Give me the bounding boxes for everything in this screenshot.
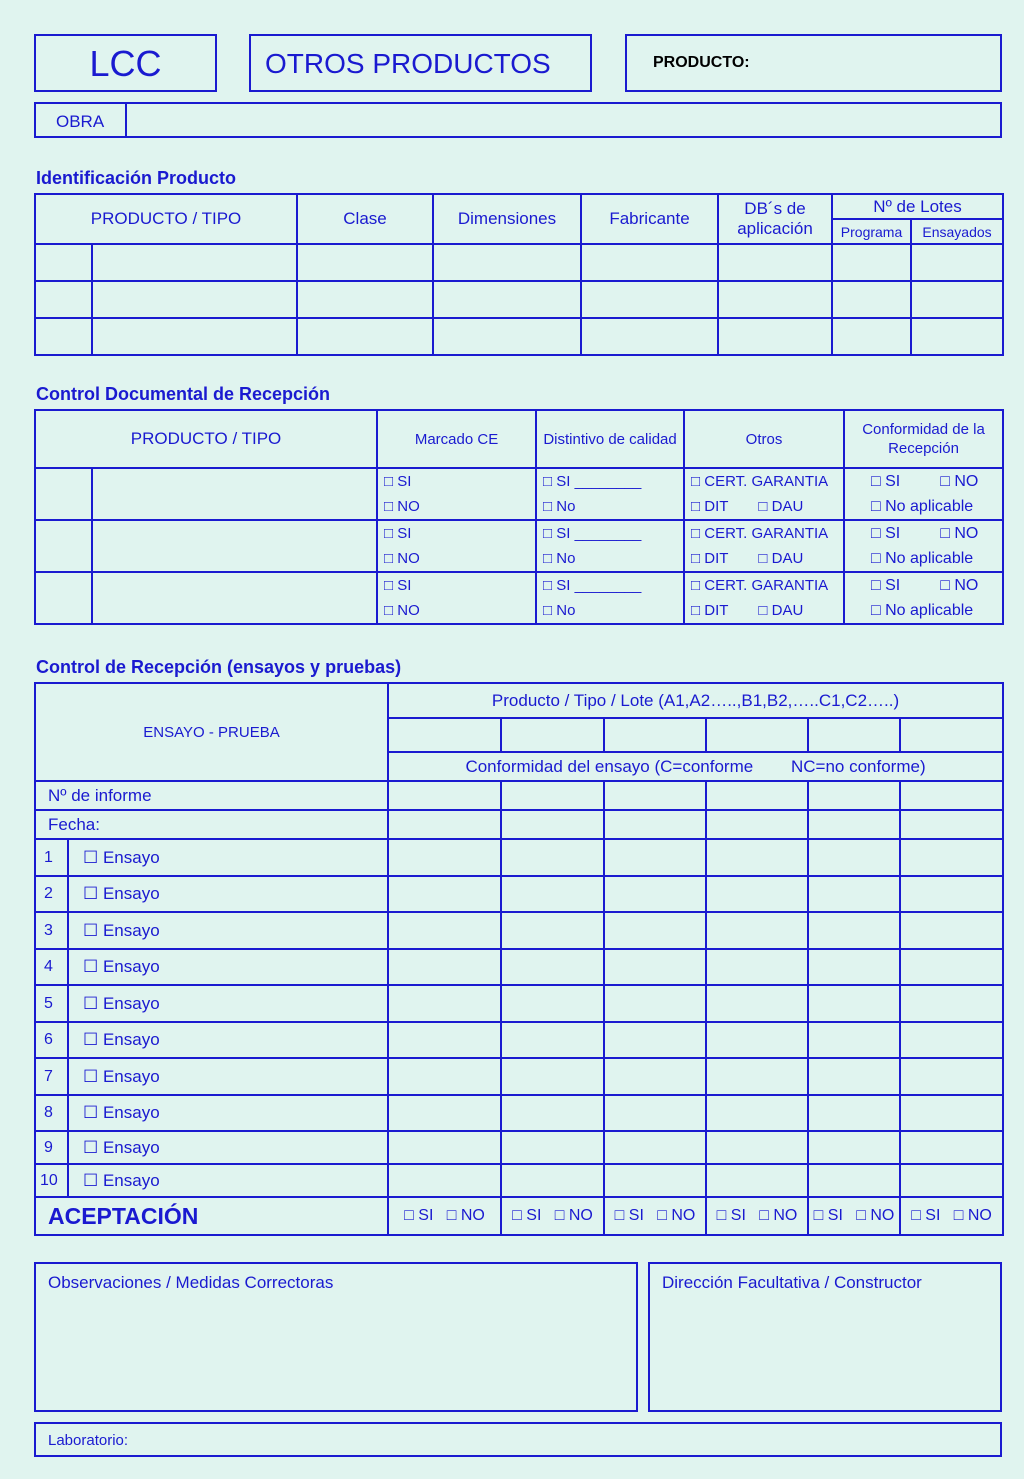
conformidad-no-checkbox[interactable]: □ NO (940, 525, 979, 542)
dit-checkbox[interactable]: □ DIT (691, 498, 729, 515)
distintivo-si-checkbox[interactable]: □ SI ________ (543, 525, 642, 542)
cell[interactable] (808, 1131, 900, 1164)
cell[interactable] (581, 281, 718, 318)
col-ensayados: Ensayados (911, 219, 1003, 244)
cell[interactable] (808, 718, 900, 752)
cell[interactable] (501, 1022, 604, 1058)
ensayo-checkbox[interactable]: ☐ Ensayo (68, 912, 388, 949)
cell[interactable] (92, 244, 297, 281)
col-programa: Programa (832, 219, 911, 244)
doc-row (35, 572, 1003, 624)
cell[interactable] (501, 1131, 604, 1164)
cell[interactable] (604, 839, 706, 876)
direccion-box[interactable] (648, 1262, 1002, 1412)
cell[interactable] (501, 949, 604, 985)
dau-checkbox[interactable]: □ DAU (758, 498, 804, 515)
cell[interactable] (900, 912, 1003, 949)
identificacion-title: Identificación Producto (36, 168, 237, 188)
recepcion-table (34, 682, 1004, 1236)
cell[interactable] (388, 1164, 501, 1197)
cell[interactable] (718, 244, 832, 281)
ensayo-row (35, 876, 1003, 912)
marcado-si-checkbox[interactable]: □ SI (384, 577, 412, 594)
ensayo-checkbox[interactable]: ☐ Ensayo (68, 1164, 388, 1197)
cell[interactable] (718, 281, 832, 318)
cell[interactable] (808, 781, 900, 810)
cell[interactable] (92, 468, 377, 520)
ensayo-checkbox[interactable]: ☐ Ensayo (68, 1131, 388, 1164)
cell[interactable] (581, 318, 718, 355)
cell[interactable] (581, 244, 718, 281)
doc-row (35, 520, 1003, 572)
cell[interactable] (604, 1022, 706, 1058)
cell[interactable] (808, 839, 900, 876)
conformidad-header: Conformidad del ensayo (C=conforme NC=no conforme) (388, 752, 1003, 781)
obra-divider (125, 104, 127, 136)
cell[interactable] (900, 1131, 1003, 1164)
cell[interactable] (297, 281, 433, 318)
observaciones-label: Observaciones / Medidas Correctoras (48, 1273, 334, 1292)
cell[interactable] (911, 244, 1003, 281)
cell[interactable] (900, 876, 1003, 912)
doc-col-otros: Otros (684, 410, 844, 468)
cell[interactable] (501, 912, 604, 949)
ensayo-number: 2 (35, 876, 68, 912)
page-title: OTROS PRODUCTOS (265, 48, 551, 79)
col-producto-tipo: PRODUCTO / TIPO (35, 194, 297, 244)
marcado-no-checkbox[interactable]: □ NO (384, 602, 420, 619)
fecha-label: Fecha: (35, 810, 388, 839)
no-aplicable-checkbox[interactable]: □ No aplicable (871, 498, 974, 515)
informe-row (35, 781, 1003, 810)
producto-label: PRODUCTO: (653, 54, 750, 71)
ensayo-number: 3 (35, 912, 68, 949)
no-aplicable-checkbox[interactable]: □ No aplicable (871, 602, 974, 619)
ensayo-number: 5 (35, 985, 68, 1022)
doc-col-distintivo: Distintivo de calidad (536, 410, 684, 468)
cell[interactable] (388, 876, 501, 912)
marcado-si-checkbox[interactable]: □ SI (384, 525, 412, 542)
col-fabricante: Fabricante (581, 194, 718, 244)
fecha-row (35, 810, 1003, 839)
cell[interactable] (808, 1058, 900, 1095)
cell[interactable] (604, 985, 706, 1022)
cell[interactable] (388, 781, 501, 810)
conformidad-si-checkbox[interactable]: □ SI (871, 473, 901, 490)
ensayo-checkbox[interactable]: ☐ Ensayo (68, 1058, 388, 1095)
cell[interactable] (706, 1095, 808, 1131)
cell[interactable] (501, 1095, 604, 1131)
cell[interactable] (706, 1131, 808, 1164)
ensayo-checkbox[interactable]: ☐ Ensayo (68, 1022, 388, 1058)
cell[interactable] (297, 244, 433, 281)
ensayo-prueba-header: ENSAYO - PRUEBA (35, 683, 388, 781)
doc-col-marcado-ce: Marcado CE (377, 410, 536, 468)
dau-checkbox[interactable]: □ DAU (758, 602, 804, 619)
cell[interactable] (832, 244, 911, 281)
cell[interactable] (92, 281, 297, 318)
cell[interactable] (706, 1058, 808, 1095)
cell[interactable] (388, 839, 501, 876)
aceptacion-label: ACEPTACIÓN (35, 1197, 388, 1235)
cert-garantia-checkbox[interactable]: □ CERT. GARANTIA (691, 473, 829, 490)
ensayo-row (35, 1022, 1003, 1058)
cert-garantia-checkbox[interactable]: □ CERT. GARANTIA (691, 525, 829, 542)
cell[interactable] (832, 318, 911, 355)
dau-checkbox[interactable]: □ DAU (758, 550, 804, 567)
cell[interactable] (388, 1022, 501, 1058)
cell[interactable] (900, 781, 1003, 810)
cell[interactable] (706, 985, 808, 1022)
cell[interactable] (706, 1164, 808, 1197)
table-row (35, 281, 1003, 318)
cell[interactable] (388, 912, 501, 949)
cell[interactable] (808, 985, 900, 1022)
ensayo-checkbox[interactable]: ☐ Ensayo (68, 876, 388, 912)
cell[interactable] (604, 810, 706, 839)
cell[interactable] (706, 839, 808, 876)
logo-box (34, 34, 217, 92)
cell[interactable] (808, 1022, 900, 1058)
cell[interactable] (900, 949, 1003, 985)
aceptacion-option[interactable]: □ SI □ NO (501, 1197, 604, 1235)
cell[interactable] (388, 718, 501, 752)
informe-label: Nº de informe (35, 781, 388, 810)
conformidad-si-checkbox[interactable]: □ SI (871, 525, 901, 542)
cell[interactable] (388, 810, 501, 839)
ensayo-row (35, 1058, 1003, 1095)
ensayo-row (35, 839, 1003, 876)
cell[interactable] (92, 572, 377, 624)
cell[interactable] (35, 520, 92, 572)
ensayo-number: 9 (35, 1131, 68, 1164)
cell[interactable] (297, 318, 433, 355)
doc-row (35, 468, 1003, 520)
marcado-si-checkbox[interactable]: □ SI (384, 473, 412, 490)
aceptacion-row (35, 1197, 1003, 1235)
ensayo-number: 10 (35, 1164, 68, 1197)
cell[interactable] (900, 718, 1003, 752)
aceptacion-option[interactable]: □ SI □ NO (604, 1197, 706, 1235)
cell[interactable] (35, 572, 92, 624)
table-row (35, 318, 1003, 355)
observaciones-box[interactable] (34, 1262, 638, 1412)
obra-field[interactable] (34, 102, 1002, 138)
cell[interactable] (604, 876, 706, 912)
distintivo-si-checkbox[interactable]: □ SI ________ (543, 577, 642, 594)
distintivo-no-checkbox[interactable]: □ No (543, 550, 576, 567)
cell[interactable] (501, 1164, 604, 1197)
cell[interactable] (900, 985, 1003, 1022)
cell[interactable] (388, 1131, 501, 1164)
cell[interactable] (911, 281, 1003, 318)
col-dimensiones: Dimensiones (433, 194, 581, 244)
cell[interactable] (808, 1164, 900, 1197)
cell[interactable] (900, 1022, 1003, 1058)
cell[interactable] (808, 876, 900, 912)
cell[interactable] (718, 318, 832, 355)
ensayo-number: 8 (35, 1095, 68, 1131)
cell[interactable] (706, 876, 808, 912)
recepcion-title: Control de Recepción (ensayos y pruebas) (36, 657, 402, 677)
cell[interactable] (388, 1058, 501, 1095)
doc-col-conformidad: Conformidad de la Recepción (844, 410, 1003, 468)
ensayo-row (35, 912, 1003, 949)
direccion-label: Dirección Facultativa / Constructor (662, 1273, 922, 1292)
marcado-no-checkbox[interactable]: □ NO (384, 498, 420, 515)
ensayo-checkbox[interactable]: ☐ Ensayo (68, 839, 388, 876)
lote-header: Producto / Tipo / Lote (A1,A2…..,B1,B2,…..C1,C2…..) (388, 683, 1003, 718)
ensayo-number: 6 (35, 1022, 68, 1058)
conformidad-no-checkbox[interactable]: □ NO (940, 577, 979, 594)
logo: LCC (89, 43, 162, 84)
obra-label: OBRA (56, 112, 105, 131)
ensayo-number: 1 (35, 839, 68, 876)
cell[interactable] (808, 810, 900, 839)
ensayo-row (35, 1164, 1003, 1197)
cell[interactable] (501, 876, 604, 912)
ensayo-number: 7 (35, 1058, 68, 1095)
no-aplicable-checkbox[interactable]: □ No aplicable (871, 550, 974, 567)
cell[interactable] (911, 318, 1003, 355)
dit-checkbox[interactable]: □ DIT (691, 602, 729, 619)
cell[interactable] (501, 839, 604, 876)
cell[interactable] (35, 281, 92, 318)
aceptacion-option[interactable]: □ SI □ NO (388, 1197, 501, 1235)
cell[interactable] (35, 318, 92, 355)
distintivo-no-checkbox[interactable]: □ No (543, 602, 576, 619)
cell[interactable] (706, 1022, 808, 1058)
ensayo-row (35, 1131, 1003, 1164)
cell[interactable] (900, 810, 1003, 839)
cell[interactable] (433, 318, 581, 355)
cell[interactable] (706, 949, 808, 985)
identificacion-table (34, 193, 1004, 356)
marcado-no-checkbox[interactable]: □ NO (384, 550, 420, 567)
cell[interactable] (604, 949, 706, 985)
cell[interactable] (900, 1058, 1003, 1095)
cell[interactable] (808, 1095, 900, 1131)
cell[interactable] (604, 1131, 706, 1164)
cell[interactable] (604, 718, 706, 752)
cell[interactable] (388, 949, 501, 985)
cell[interactable] (501, 810, 604, 839)
distintivo-no-checkbox[interactable]: □ No (543, 498, 576, 515)
laboratorio-label: Laboratorio: (48, 1432, 129, 1449)
aceptacion-option[interactable]: □ SI □ NO (900, 1197, 1003, 1235)
table-row (35, 244, 1003, 281)
cell[interactable] (501, 718, 604, 752)
cell[interactable] (808, 949, 900, 985)
col-lotes: Nº de Lotes (832, 194, 1003, 219)
conformidad-no-checkbox[interactable]: □ NO (940, 473, 979, 490)
ensayo-checkbox[interactable]: ☐ Ensayo (68, 949, 388, 985)
cell[interactable] (388, 985, 501, 1022)
title-box (249, 34, 592, 92)
cell[interactable] (832, 281, 911, 318)
cell[interactable] (433, 281, 581, 318)
cell[interactable] (706, 810, 808, 839)
ensayo-checkbox[interactable]: ☐ Ensayo (68, 1095, 388, 1131)
producto-box[interactable] (625, 34, 1002, 92)
cell[interactable] (900, 1164, 1003, 1197)
cell[interactable] (92, 318, 297, 355)
cell[interactable] (35, 244, 92, 281)
cell[interactable] (433, 244, 581, 281)
cell[interactable] (92, 520, 377, 572)
aceptacion-option[interactable]: □ SI □ NO (808, 1197, 900, 1235)
col-dbs: DB´s de aplicación (718, 194, 832, 244)
cell[interactable] (900, 1095, 1003, 1131)
cert-garantia-checkbox[interactable]: □ CERT. GARANTIA (691, 577, 829, 594)
cell[interactable] (604, 912, 706, 949)
cell[interactable] (501, 985, 604, 1022)
ensayo-row (35, 949, 1003, 985)
cell[interactable] (706, 912, 808, 949)
doc-col-producto-tipo: PRODUCTO / TIPO (35, 410, 377, 468)
cell[interactable] (35, 468, 92, 520)
cell[interactable] (604, 1164, 706, 1197)
col-clase: Clase (297, 194, 433, 244)
cell[interactable] (706, 718, 808, 752)
cell[interactable] (604, 781, 706, 810)
cell[interactable] (388, 1095, 501, 1131)
conformidad-si-checkbox[interactable]: □ SI (871, 577, 901, 594)
cell[interactable] (808, 912, 900, 949)
documental-title: Control Documental de Recepción (36, 384, 331, 404)
dit-checkbox[interactable]: □ DIT (691, 550, 729, 567)
laboratorio-box[interactable] (34, 1422, 1002, 1457)
cell[interactable] (900, 839, 1003, 876)
ensayo-number: 4 (35, 949, 68, 985)
ensayo-checkbox[interactable]: ☐ Ensayo (68, 985, 388, 1022)
ensayo-row (35, 985, 1003, 1022)
distintivo-si-checkbox[interactable]: □ SI ________ (543, 473, 642, 490)
aceptacion-option[interactable]: □ SI □ NO (706, 1197, 808, 1235)
documental-table (34, 409, 1004, 625)
cell[interactable] (501, 1058, 604, 1095)
cell[interactable] (706, 781, 808, 810)
cell[interactable] (604, 1058, 706, 1095)
cell[interactable] (501, 781, 604, 810)
cell[interactable] (604, 1095, 706, 1131)
ensayo-row (35, 1095, 1003, 1131)
